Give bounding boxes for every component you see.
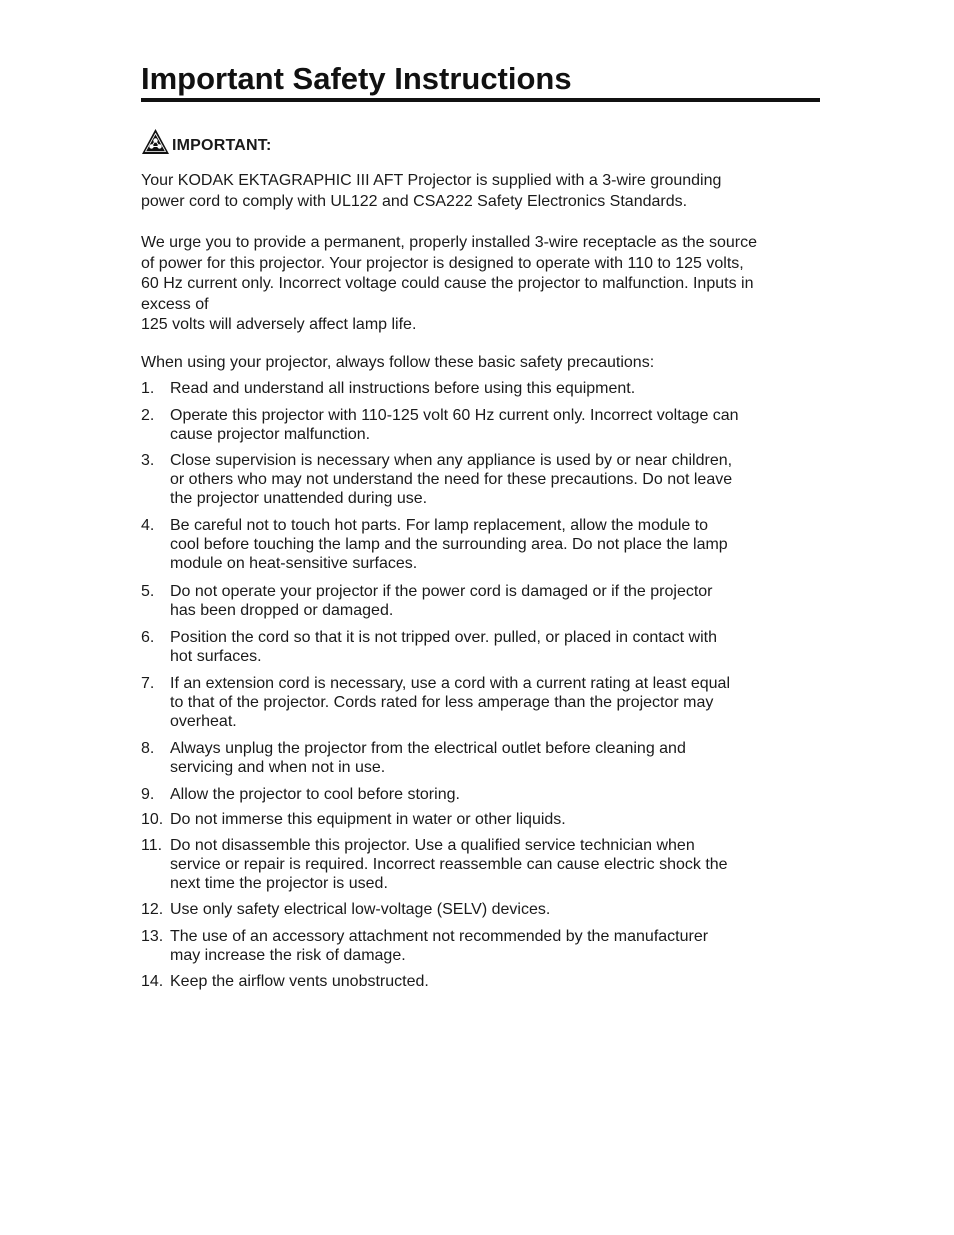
list-item-line: has been dropped or damaged. xyxy=(170,602,394,619)
list-item-number: 11. xyxy=(141,837,163,854)
list-item-line: to that of the projector. Cords rated for less amperage than the projector may xyxy=(170,694,714,711)
list-item-line: Close supervision is necessary when any appliance is used by or near children, xyxy=(170,452,733,469)
list-item-line: module on heat-sensitive surfaces. xyxy=(170,555,418,572)
list-item-line: Read and understand all instructions before using this equipment. xyxy=(170,380,636,397)
important-heading xyxy=(141,125,271,155)
paragraph-line: When using your projector, always follow these basic safety precautions: xyxy=(141,354,655,371)
list-item-number: 9. xyxy=(141,786,155,803)
list-item-number: 14. xyxy=(141,973,164,990)
list-item-line: Allow the projector to cool before storing. xyxy=(170,786,460,803)
list-item-number: 10. xyxy=(141,811,164,828)
list-item-number: 6. xyxy=(141,629,155,646)
list-item-line: Do not disassemble this projector. Use a qualified service technician when xyxy=(170,837,695,854)
list-item-line: service or repair is required. Incorrect reassemble can cause electric shock the xyxy=(170,856,728,873)
list-item-number: 13. xyxy=(141,928,164,945)
list-item-line: Operate this projector with 110-125 volt 60 Hz current only. Incorrect voltage can xyxy=(170,407,739,424)
paragraph-line: 60 Hz current only. Incorrect voltage could cause the projector to malfunction. Inputs in xyxy=(141,275,754,292)
intro-paragraph-grounding xyxy=(141,171,821,212)
list-item-line: Do not operate your projector if the power cord is damaged or if the projector xyxy=(170,583,713,600)
paragraph-line: We urge you to provide a permanent, properly installed 3-wire receptacle as the source xyxy=(141,234,758,251)
list-item-line: cause projector malfunction. xyxy=(170,426,371,443)
list-item-line: may increase the risk of damage. xyxy=(170,947,406,964)
list-item-line: Position the cord so that it is not tripped over. pulled, or placed in contact with xyxy=(170,629,717,646)
list-item-number: 12. xyxy=(141,901,164,918)
list-item-line: Always unplug the projector from the electrical outlet before cleaning and xyxy=(170,740,686,757)
list-item-line: Use only safety electrical low-voltage (SELV) devices. xyxy=(170,901,551,918)
important-label: IMPORTANT: xyxy=(172,137,272,154)
list-item-line: next time the projector is used. xyxy=(170,875,388,892)
list-item-line: the projector unattended during use. xyxy=(170,490,428,507)
paragraph-line: power cord to comply with UL122 and CSA222 Safety Electronics Standards. xyxy=(141,192,688,210)
list-item-number: 5. xyxy=(141,583,155,600)
paragraph-line: excess of xyxy=(141,295,209,313)
list-item-line: Do not immerse this equipment in water or other liquids. xyxy=(170,811,566,828)
list-item-line: If an extension cord is necessary, use a cord with a current rating at least equal xyxy=(170,675,730,692)
paragraph-line: 125 volts will adversely affect lamp life. xyxy=(141,316,417,333)
list-intro xyxy=(141,353,821,374)
list-item-number: 7. xyxy=(141,675,155,692)
title-divider xyxy=(141,98,820,102)
list-item-line: The use of an accessory attachment not recommended by the manufacturer xyxy=(170,928,709,945)
list-item-line: Be careful not to touch hot parts. For lamp replacement, allow the module to xyxy=(170,517,709,534)
list-item-line: overheat. xyxy=(170,713,237,730)
list-item-number: 2. xyxy=(141,407,155,424)
list-item-line: cool before touching the lamp and the surrounding area. Do not place the lamp xyxy=(170,536,728,553)
list-item-number: 1. xyxy=(141,380,155,397)
paragraph-line: of power for this projector. Your projector is designed to operate with 110 to 125 volts, xyxy=(141,254,744,272)
list-item-line: Keep the airflow vents unobstructed. xyxy=(170,973,429,990)
intro-paragraph-power xyxy=(141,233,821,336)
list-item-number: 4. xyxy=(141,517,155,534)
list-item-number: 8. xyxy=(141,740,155,757)
list-item-line: servicing and when not in use. xyxy=(170,759,386,776)
list-item-number: 3. xyxy=(141,452,155,469)
paragraph-line: Your KODAK EKTAGRAPHIC III AFT Projector is supplied with a 3-wire grounding xyxy=(141,172,722,189)
warning-icon xyxy=(141,128,170,155)
list-item-line: or others who may not understand the need for these precautions. Do not leave xyxy=(170,471,733,488)
page-title: Important Safety Instructions xyxy=(141,61,572,96)
list-item-line: hot surfaces. xyxy=(170,648,262,665)
